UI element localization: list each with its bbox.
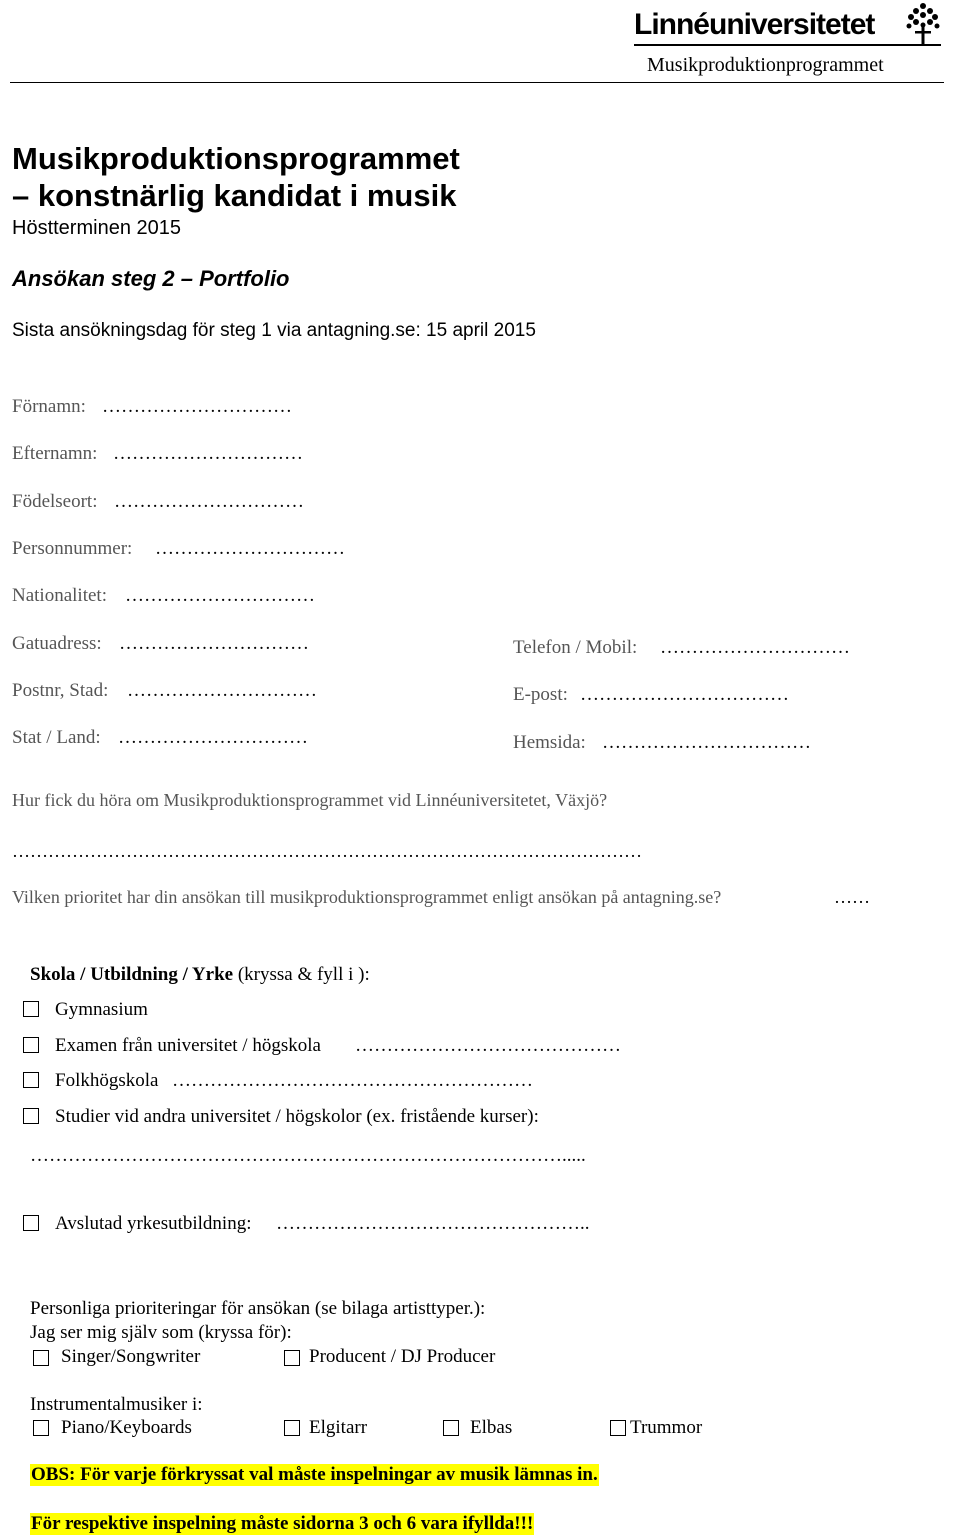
question-priority: Vilken prioritet har din ansökan till musikproduktionsprogrammet enligt ansökan på antagning.se? xyxy=(12,887,722,907)
option-elgitarr: Elgitarr xyxy=(309,1417,368,1438)
instrumental-heading: Instrumentalmusiker i: xyxy=(30,1394,203,1415)
fill-line-how-heard[interactable]: …………………………………………………………………………………………… xyxy=(12,841,642,861)
obs-note: OBS: För varje förkryssat val måste inspelningar av musik lämnas in. xyxy=(31,1464,598,1485)
field-label-postnr: Postnr, Stad: xyxy=(12,680,109,701)
fill-line-folkhogskola[interactable]: ………………………………………………… xyxy=(172,1070,533,1091)
fill-line-avslutad[interactable]: ………………………………………….. xyxy=(276,1213,590,1234)
checkbox-elbas[interactable] xyxy=(443,1420,459,1436)
fill-line-efternamn[interactable]: ………………………… xyxy=(113,443,303,464)
priorities-subheading: Jag ser mig själv som (kryssa för): xyxy=(30,1322,292,1343)
fill-line-priority[interactable]: …… xyxy=(834,887,870,907)
option-trummor: Trummor xyxy=(630,1417,703,1438)
fill-line-epost[interactable]: …………………………… xyxy=(580,684,789,705)
field-label-fodelseort: Födelseort: xyxy=(12,491,98,512)
fill-line-fornamn[interactable]: ………………………… xyxy=(102,396,292,417)
field-label-gatuadress: Gatuadress: xyxy=(12,633,102,654)
option-folkhogskola: Folkhögskola xyxy=(55,1070,159,1091)
checkbox-producent[interactable] xyxy=(284,1350,300,1366)
checkbox-gymnasium[interactable] xyxy=(23,1001,39,1017)
fill-line-stat[interactable]: ………………………… xyxy=(118,727,308,748)
option-avslutad: Avslutad yrkesutbildning: xyxy=(55,1213,252,1234)
title-degree: – konstnärlig kandidat i musik xyxy=(12,178,457,213)
fill-line-examen[interactable]: …………………………………… xyxy=(355,1035,621,1056)
checkbox-folkhogskola[interactable] xyxy=(23,1072,39,1088)
fill-line-personnummer[interactable]: ………………………… xyxy=(155,538,345,559)
fill-line-postnr[interactable]: ………………………… xyxy=(127,680,317,701)
fill-line-fodelseort[interactable]: ………………………… xyxy=(114,491,304,512)
school-heading-bold: Skola / Utbildning / Yrke xyxy=(30,964,234,985)
field-label-personnummer: Personnummer: xyxy=(12,538,133,559)
option-elbas: Elbas xyxy=(470,1417,513,1438)
program-subtitle: Musikproduktionprogrammet xyxy=(647,54,884,76)
checkbox-examen[interactable] xyxy=(23,1037,39,1053)
field-label-hemsida: Hemsida: xyxy=(513,732,586,753)
title-program: Musikproduktionsprogrammet xyxy=(12,141,460,176)
option-singer: Singer/Songwriter xyxy=(61,1346,201,1367)
option-examen: Examen från universitet / högskola xyxy=(55,1035,321,1056)
fill-line-hemsida[interactable]: …………………………… xyxy=(602,732,811,753)
field-label-nationalitet: Nationalitet: xyxy=(12,585,107,606)
checkbox-avslutad[interactable] xyxy=(23,1215,39,1231)
field-label-stat: Stat / Land: xyxy=(12,727,101,748)
logo-underline xyxy=(634,44,941,46)
question-how-heard: Hur fick du höra om Musikproduktionsprogrammet vid Linnéuniversitetet, Växjö? xyxy=(12,790,608,810)
fill-line-studier[interactable]: …………………………………………………………………………..... xyxy=(30,1145,586,1166)
option-studier: Studier vid andra universitet / högskolor (ex. fristående kurser): xyxy=(55,1106,539,1127)
checkbox-trummor[interactable] xyxy=(610,1420,626,1436)
priorities-heading: Personliga prioriteringar för ansökan (se bilaga artisttyper.): xyxy=(30,1298,486,1319)
field-label-fornamn: Förnamn: xyxy=(12,396,86,417)
checkbox-singer[interactable] xyxy=(33,1350,49,1366)
fill-line-nationalitet[interactable]: ………………………… xyxy=(125,585,315,606)
fill-line-telefon[interactable]: ………………………… xyxy=(660,637,850,658)
header-divider xyxy=(10,82,944,83)
step-heading: Ansökan steg 2 – Portfolio xyxy=(12,266,290,291)
option-piano: Piano/Keyboards xyxy=(61,1417,192,1438)
option-producent: Producent / DJ Producer xyxy=(309,1346,496,1367)
option-gymnasium: Gymnasium xyxy=(55,999,148,1020)
checkbox-piano[interactable] xyxy=(33,1420,49,1436)
field-label-efternamn: Efternamn: xyxy=(12,443,98,464)
deadline-text: Sista ansökningsdag för steg 1 via antagning.se: 15 april 2015 xyxy=(12,320,536,341)
fill-line-gatuadress[interactable]: ………………………… xyxy=(119,633,309,654)
field-label-epost: E-post: xyxy=(513,684,568,705)
school-heading-rest: (kryssa & fyll i ): xyxy=(233,964,370,985)
checkbox-studier[interactable] xyxy=(23,1108,39,1124)
school-heading xyxy=(30,964,370,986)
field-label-telefon: Telefon / Mobil: xyxy=(513,637,638,658)
checkbox-elgitarr[interactable] xyxy=(284,1420,300,1436)
recording-note: För respektive inspelning måste sidorna 3 och 6 vara ifyllda!!! xyxy=(31,1513,534,1534)
term-label: Höstterminen 2015 xyxy=(12,217,181,239)
tree-logo-icon xyxy=(903,2,943,46)
university-logo-text: Linnéuniversitetet xyxy=(634,8,875,41)
